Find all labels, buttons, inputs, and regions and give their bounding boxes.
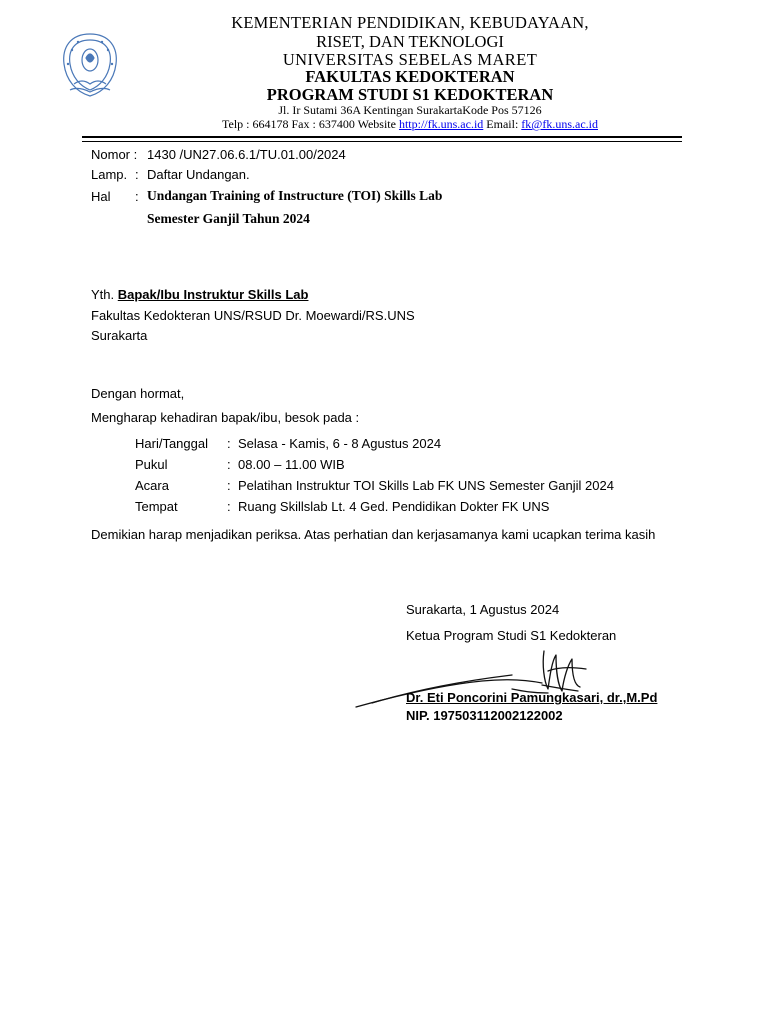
email-label: Email: xyxy=(486,117,519,131)
subject-line-2: Semester Ganjil Tahun 2024 xyxy=(147,211,310,226)
hal-label: Hal xyxy=(91,189,111,204)
detail-label-place: Tempat xyxy=(135,499,178,514)
detail-value-event: Pelatihan Instruktur TOI Skills Lab FK UNS Semester Ganjil 2024 xyxy=(238,478,614,493)
place-date: Surakarta, 1 Agustus 2024 xyxy=(406,602,560,617)
lamp-value: Daftar Undangan. xyxy=(147,167,250,182)
letterhead-ministry-2: RISET, DAN TEKNOLOGI xyxy=(316,32,504,51)
letterhead-contact xyxy=(140,118,680,130)
detail-separator: : xyxy=(227,478,231,493)
detail-label-time: Pukul xyxy=(135,457,168,472)
detail-value-place: Ruang Skillslab Lt. 4 Ged. Pendidikan Dokter FK UNS xyxy=(238,499,550,514)
intro-text: Mengharap kehadiran bapak/ibu, besok pada : xyxy=(91,410,360,425)
detail-value-date: Selasa - Kamis, 6 - 8 Agustus 2024 xyxy=(238,436,442,451)
lamp-label: Lamp. xyxy=(91,167,128,182)
hal-separator: : xyxy=(135,189,139,204)
recipient-institution: Fakultas Kedokteran UNS/RSUD Dr. Moewardi/RS.UNS xyxy=(91,308,415,323)
letterhead-university: UNIVERSITAS SEBELAS MARET xyxy=(282,50,538,69)
recipient-city: Surakarta xyxy=(91,328,148,343)
letterhead-ministry: KEMENTERIAN PENDIDIKAN, KEBUDAYAAN, xyxy=(231,13,589,32)
greeting: Dengan hormat, xyxy=(91,386,185,401)
letterhead-program: PROGRAM STUDI S1 KEDOKTERAN xyxy=(266,85,554,104)
letterhead-faculty: FAKULTAS KEDOKTERAN xyxy=(305,67,515,86)
detail-label-date: Hari/Tanggal xyxy=(135,436,208,451)
detail-separator: : xyxy=(227,499,231,514)
signer-nip: NIP. 197503112002122002 xyxy=(406,708,563,723)
detail-separator: : xyxy=(227,436,231,451)
nomor-label: Nomor : xyxy=(91,147,138,162)
detail-label-event: Acara xyxy=(135,478,169,493)
letterhead-address: Jl. Ir Sutami 36A Kentingan SurakartaKode Pos 57126 xyxy=(278,103,542,117)
university-logo xyxy=(58,30,122,100)
closing-paragraph: Demikian harap menjadikan periksa. Atas perhatian dan kerjasamanya kami ucapkan terima kasih xyxy=(91,527,656,542)
letterhead-divider xyxy=(82,136,682,138)
lamp-separator: : xyxy=(135,167,139,182)
recipient-honorific: Yth. xyxy=(91,287,115,302)
subject-line-1: Undangan Training of Instructure (TOI) Skills Lab xyxy=(147,188,443,203)
recipient-line xyxy=(91,287,308,302)
recipient-name: Bapak/Ibu Instruktur Skills Lab xyxy=(117,287,309,302)
email-link[interactable]: fk@fk.uns.ac.id xyxy=(521,117,598,131)
website-link[interactable]: http://fk.uns.ac.id xyxy=(398,117,484,131)
signer-position: Ketua Program Studi S1 Kedokteran xyxy=(406,628,617,643)
letterhead-divider-thin xyxy=(82,141,682,142)
detail-value-time: 08.00 – 11.00 WIB xyxy=(238,457,345,472)
nomor-value: 1430 /UN27.06.6.1/TU.01.00/2024 xyxy=(147,147,346,162)
signer-name: Dr. Eti Poncorini Pamungkasari, dr.,M.Pd xyxy=(406,690,658,705)
contact-phone-fax: Telp : 664178 Fax : 637400 Website xyxy=(222,117,396,131)
detail-separator: : xyxy=(227,457,231,472)
